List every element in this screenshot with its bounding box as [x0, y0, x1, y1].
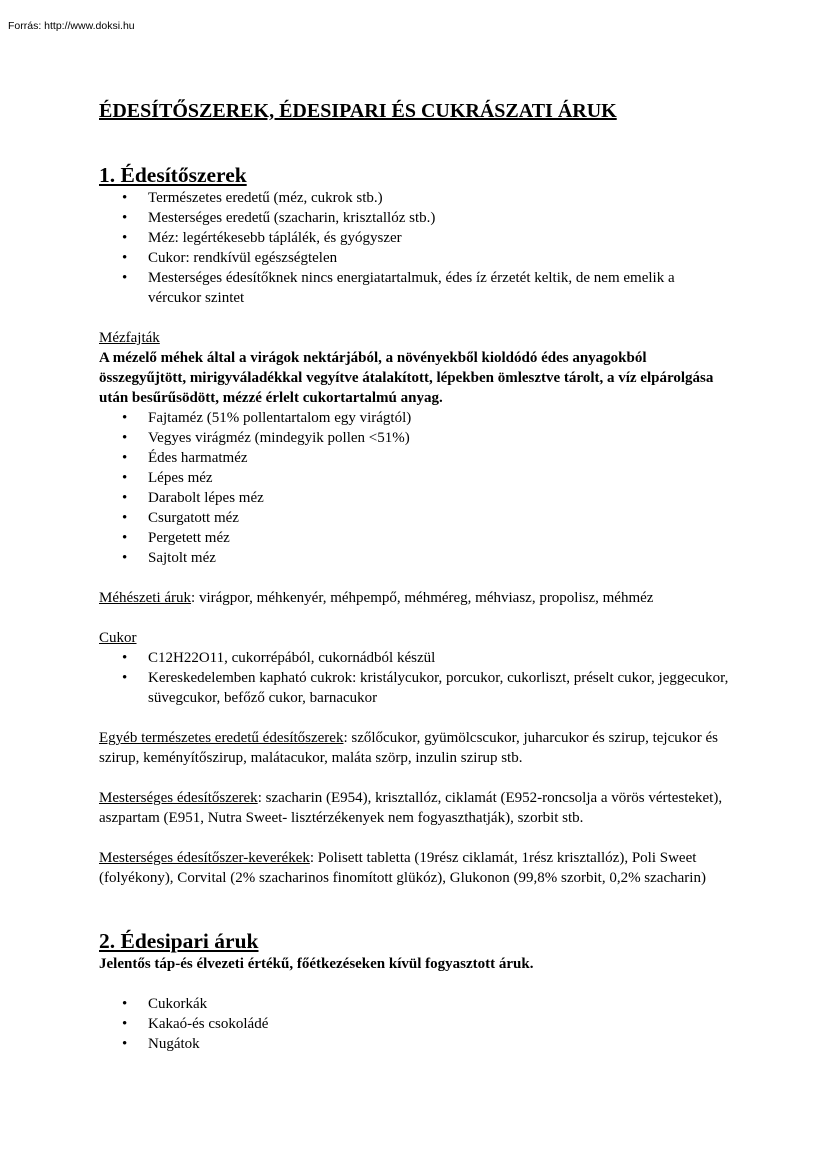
section-2-subtitle: Jelentős táp-és élvezeti értékű, főétkezéseken kívül fogyasztott áruk. [99, 956, 534, 972]
list-item: • Nugátok [148, 1034, 729, 1054]
list-item: • Cukor: rendkívül egészségtelen [148, 248, 729, 268]
keverekek-label: Mesterséges édesítőszer-keverékek [99, 850, 310, 866]
list-item: • Fajtaméz (51% pollentartalom egy virágtól) [148, 408, 729, 428]
mezfajtak-definition: A mézelő méhek által a virágok nektárjából, a növényekből kioldódó édes anyagokból összegyűjtött, mirigyváladékkal vegyítve átalakított, lépekben ömlesztve tárolt, a víz elpárolgása után besűrűsödött, mézzé érlelt cukortartalmú anyag. [99, 350, 714, 406]
list-item: • Csurgatott méz [148, 508, 729, 528]
list-item: • Darabolt lépes méz [148, 488, 729, 508]
list-item: • Sajtolt méz [148, 548, 729, 568]
list-item: • Mesterséges eredetű (szacharin, krisztallóz stb.) [148, 208, 729, 228]
meheszeti-paragraph [99, 588, 729, 608]
mesterseges-text: : szacharin (E954), krisztallóz, ciklamát (E952-roncsolja a vörös vértesteket), aszpartam (E951, Nutra Sweet- lisztérzékenyek nem fogyaszthatják), szorbit stb. [99, 790, 723, 826]
list-item: • Édes harmatméz [148, 448, 729, 468]
document-title: ÉDESÍTŐSZEREK, ÉDESIPARI ÉS CUKRÁSZATI ÁRUK [99, 100, 617, 122]
egyeb-label: Egyéb természetes eredetű édesítőszerek [99, 730, 344, 746]
list-item: • Lépes méz [148, 468, 729, 488]
keverekek-paragraph [99, 848, 729, 888]
mezfajtak-label [99, 328, 729, 348]
mesterseges-paragraph [99, 788, 729, 828]
section-1-bullet-list [99, 188, 729, 308]
list-item: • Cukorkák [148, 994, 729, 1014]
list-item: • Kereskedelemben kapható cukrok: kristálycukor, porcukor, cukorliszt, préselt cukor, jeggecukor, süvegcukor, befőző cukor, barnacukor [148, 668, 729, 708]
list-item: • Természetes eredetű (méz, cukrok stb.) [148, 188, 729, 208]
meheszeti-label: Méhészeti áruk [99, 590, 192, 606]
egyeb-paragraph [99, 728, 729, 768]
section-2-bullet-list [99, 994, 729, 1054]
keverekek-text: : Polisett tabletta (19rész ciklamát, 1rész krisztallóz), Poli Sweet (folyékony), Corvital (2% szacharinos finomított glükóz), Glukonon (99,8% szorbit, 0,2% szacharin) [99, 850, 706, 886]
meheszeti-text: : virágpor, méhkenyér, méhpempő, méhméreg, méhviasz, propolisz, méhméz [191, 590, 654, 606]
cukor-label-text: Cukor [99, 630, 137, 646]
list-item: • C12H22O11, cukorrépából, cukornádból készül [148, 648, 729, 668]
cukor-label [99, 628, 729, 648]
list-item: • Vegyes virágméz (mindegyik pollen <51%) [148, 428, 729, 448]
mesterseges-label: Mesterséges édesítőszerek [99, 790, 258, 806]
section-2-heading: 2. Édesipari áruk [99, 929, 259, 953]
section-1-heading: 1. Édesítőszerek [99, 163, 247, 187]
source-line: Forrás: http://www.doksi.hu [8, 20, 135, 32]
egyeb-text: : szőlőcukor, gyümölcscukor, juharcukor és szirup, tejcukor és szirup, keményítőszirup, malátacukor, maláta szörp, inzulin szirup stb. [99, 730, 718, 766]
mezfajtak-label-text: Mézfajták [99, 330, 160, 346]
document-page [99, 98, 729, 1054]
mezfajtak-list [99, 408, 729, 568]
cukor-list [99, 648, 729, 708]
list-item: • Kakaó-és csokoládé [148, 1014, 729, 1034]
list-item: • Mesterséges édesítőknek nincs energiatartalmuk, édes íz érzetét keltik, de nem emelik a vércukor szintet [148, 268, 729, 308]
list-item: • Méz: legértékesebb táplálék, és gyógyszer [148, 228, 729, 248]
list-item: • Pergetett méz [148, 528, 729, 548]
